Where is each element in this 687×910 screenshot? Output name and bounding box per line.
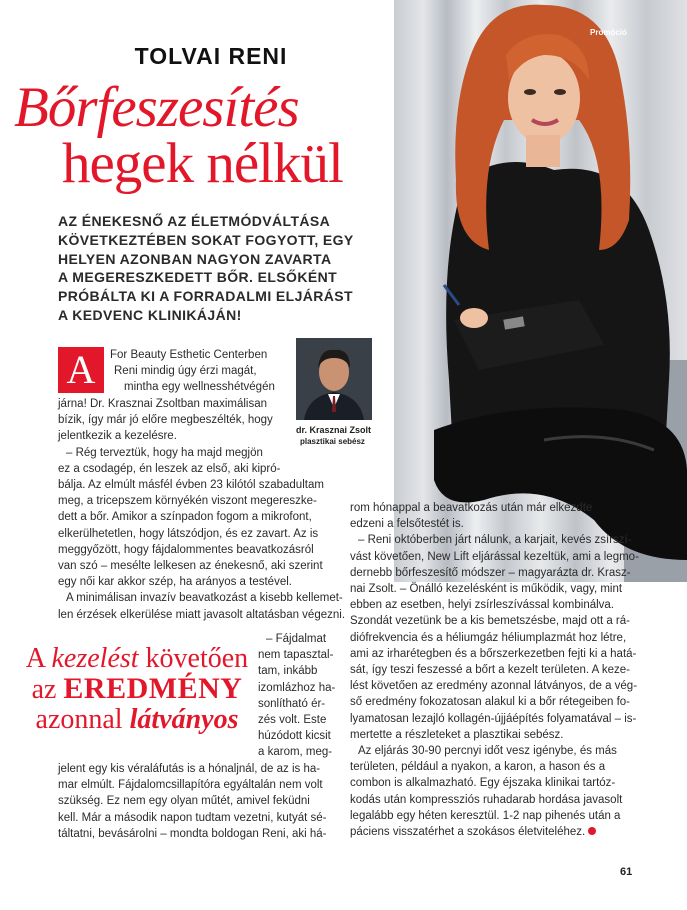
text-line: Szondát vezetünk be a kis bemetszésbe, majd ott a rá-	[350, 615, 630, 628]
pull-quote	[22, 644, 252, 735]
end-mark-icon	[588, 827, 596, 835]
column-1-text	[58, 396, 345, 623]
text-line: rom hónappal a beavatkozás után már elkezdte	[350, 502, 593, 514]
lead-line: PRÓBÁLTA KI A FORRADALMI ELJÁRÁST	[58, 288, 353, 305]
text-line: – Rég terveztük, hogy ha majd megjön	[66, 446, 263, 459]
text-line: mar elmúlt. Fájdalomcsillapítóra egyáltalán nem volt	[58, 779, 323, 792]
text-line: For Beauty Esthetic Centerben	[110, 349, 268, 361]
headline-line-2: hegek nélkül	[62, 132, 343, 195]
text-line: sonlítható ér-	[258, 697, 326, 710]
text-line: – Fájdalmat	[266, 633, 327, 645]
pull-quote-word: követően	[145, 643, 249, 674]
portrait-caption-role: plasztikai sebész	[300, 437, 365, 446]
text-line: ső eredmény fokozatosan alakul ki a bőr rétegeiben fo-	[350, 696, 630, 709]
text-line: táltatni, bevásárolni – mondta boldogan Reni, aki há-	[58, 827, 327, 840]
text-line: tam, inkább	[258, 665, 318, 678]
text-line: diófrekvencia és a héliumgáz héliumplazmát hoz létre,	[350, 631, 627, 644]
lead-line: HELYEN AZONBAN NAGYON ZAVARTA	[58, 250, 332, 267]
pull-quote-emphasis: EREDMÉNY	[63, 672, 243, 705]
text-line: meggyőzött, hogy fájdalommentes beavatkozásról	[58, 543, 314, 556]
text-line: kell. Már a második napon tudtam vezetni, kutyát sé-	[58, 811, 327, 824]
text-line: van szó – mesélte lelkesen az énekesnő, aki szerint	[58, 560, 323, 573]
text-line: lést követően az eredmény azonnal látványos, de a vég-	[350, 680, 638, 693]
text-line: dett a bőr. Amikor a színpadon fogom a mikrofont,	[58, 511, 312, 524]
text-line: A minimálisan invazív beavatkozást a kisebb kellemet-	[66, 592, 343, 605]
column-1-narrow-text	[258, 631, 335, 761]
promo-label: Promóció	[590, 28, 627, 37]
page-number: 61	[620, 866, 633, 878]
woman-figure-image	[394, 0, 687, 582]
column-2-text	[350, 500, 639, 840]
text-line: ebben az esetben, helyi zsírleszívással kombinálva.	[350, 599, 615, 612]
kicker-name: TOLVAI RENI	[134, 43, 288, 69]
intro-text	[110, 347, 275, 396]
text-line: bízik, így már jó előre megbeszélték, hogy	[58, 414, 273, 427]
text-line: ami az irharétegben és a bőrszerkezetben fejti ki a hatá-	[350, 647, 637, 660]
text-line: combon is alkalmazható. Egy éjszaka klinikai tartóz-	[350, 777, 616, 790]
text-line: nai Zsolt. – Önálló kezelésként is működik, vagy, mint	[350, 583, 623, 596]
text-line: Reni mindig úgy érzi magát,	[114, 365, 257, 378]
text-line: területen, például a nyakon, a karon, a hason és a	[350, 761, 606, 774]
text-line: mintha egy wellnesshétvégén	[124, 381, 275, 394]
lead-paragraph	[58, 212, 398, 325]
text-line: járna! Dr. Krasznai Zsoltban maximálisan	[58, 398, 267, 410]
text-line: egy női kar akkor szép, ha arányos a testével.	[58, 576, 292, 589]
text-line: legalább egy héten keresztül. 1-2 nap pihenés után a	[350, 809, 621, 822]
text-line: jelent egy kis véraláfutás is a hónaljnál, de az is ha-	[58, 763, 321, 775]
text-line: nem tapasztal-	[258, 649, 334, 662]
portrait-caption-name: dr. Krasznai Zsolt	[296, 425, 372, 435]
text-line: kodás után kompressziós ruhadarab hordása javasolt	[350, 793, 623, 806]
lead-line: A KEDVENC KLINIKÁJÁN!	[58, 306, 242, 323]
text-line: elkerülhetetlen, hogy látszódjon, és ez zavart. Az is	[58, 527, 319, 540]
headline-line-1: Bőrfeszesítés	[14, 76, 299, 139]
text-line: a karom, meg-	[258, 746, 333, 759]
text-line: zés volt. Este	[258, 714, 327, 727]
text-line-last	[350, 824, 639, 840]
text-line: – Reni októberben járt nálunk, a karjait, kevés zsírszí-	[358, 534, 632, 547]
pull-quote-word: azonnal	[35, 704, 123, 735]
text-line: edzeni a felsőtestét is.	[350, 518, 464, 531]
text-line: sát, így teszi feszessé a bőrt a kezelt területen. A keze-	[350, 664, 630, 677]
text-line: húzódott kicsit	[258, 730, 331, 743]
lead-line: KÖVETKEZTÉBEN SOKAT FOGYOTT, EGY	[58, 231, 354, 248]
text-line: meg, a tricepszem környékén viszont megereszke-	[58, 495, 317, 508]
text-line: len érzések elkerülése miatt javasolt altatásban végezni.	[58, 608, 346, 621]
text-line: dernebb bőrfeszesítő módszer – magyarázta dr. Krasz-	[350, 566, 631, 579]
pull-quote-word: az	[31, 674, 57, 705]
text-line: páciens visszatérhet a szokásos életviteléhez.	[350, 826, 586, 839]
text-line: Az eljárás 30-90 percnyi időt vesz igénybe, és más	[358, 745, 617, 758]
pull-quote-emphasis: látványos	[129, 704, 239, 735]
text-line: lyamatosan lezajló kollagén-újjáépítés folyamatával – is-	[350, 712, 637, 725]
text-line: vást követően, New Lift eljárással kezeltük, ami a legmo-	[350, 550, 639, 563]
drop-cap: A	[58, 347, 104, 393]
text-line: jelentkezik a kezelésre.	[58, 430, 177, 443]
text-line: mertette a részleteket a plasztikai sebész.	[350, 728, 564, 741]
text-line: ez a csodagép, én leszek az első, aki kipró-	[58, 462, 281, 475]
text-line: bálja. Az elmúlt másfél évben 23 kilótól szabadultam	[58, 479, 324, 492]
text-line: szükség. Ez nem egy olyan műtét, amivel feküdni	[58, 795, 310, 808]
lead-line: A MEGERESZKEDETT BŐR. ELSŐKÉNT	[58, 269, 338, 286]
lead-line: AZ ÉNEKESNŐ AZ ÉLETMÓDVÁLTÁSA	[58, 213, 331, 229]
pull-quote-word: kezelést	[51, 643, 139, 674]
hero-photo	[394, 0, 687, 582]
text-line: izomlázhoz ha-	[258, 681, 336, 694]
pull-quote-word: A	[25, 643, 45, 674]
column-1-bottom-text	[58, 761, 327, 842]
